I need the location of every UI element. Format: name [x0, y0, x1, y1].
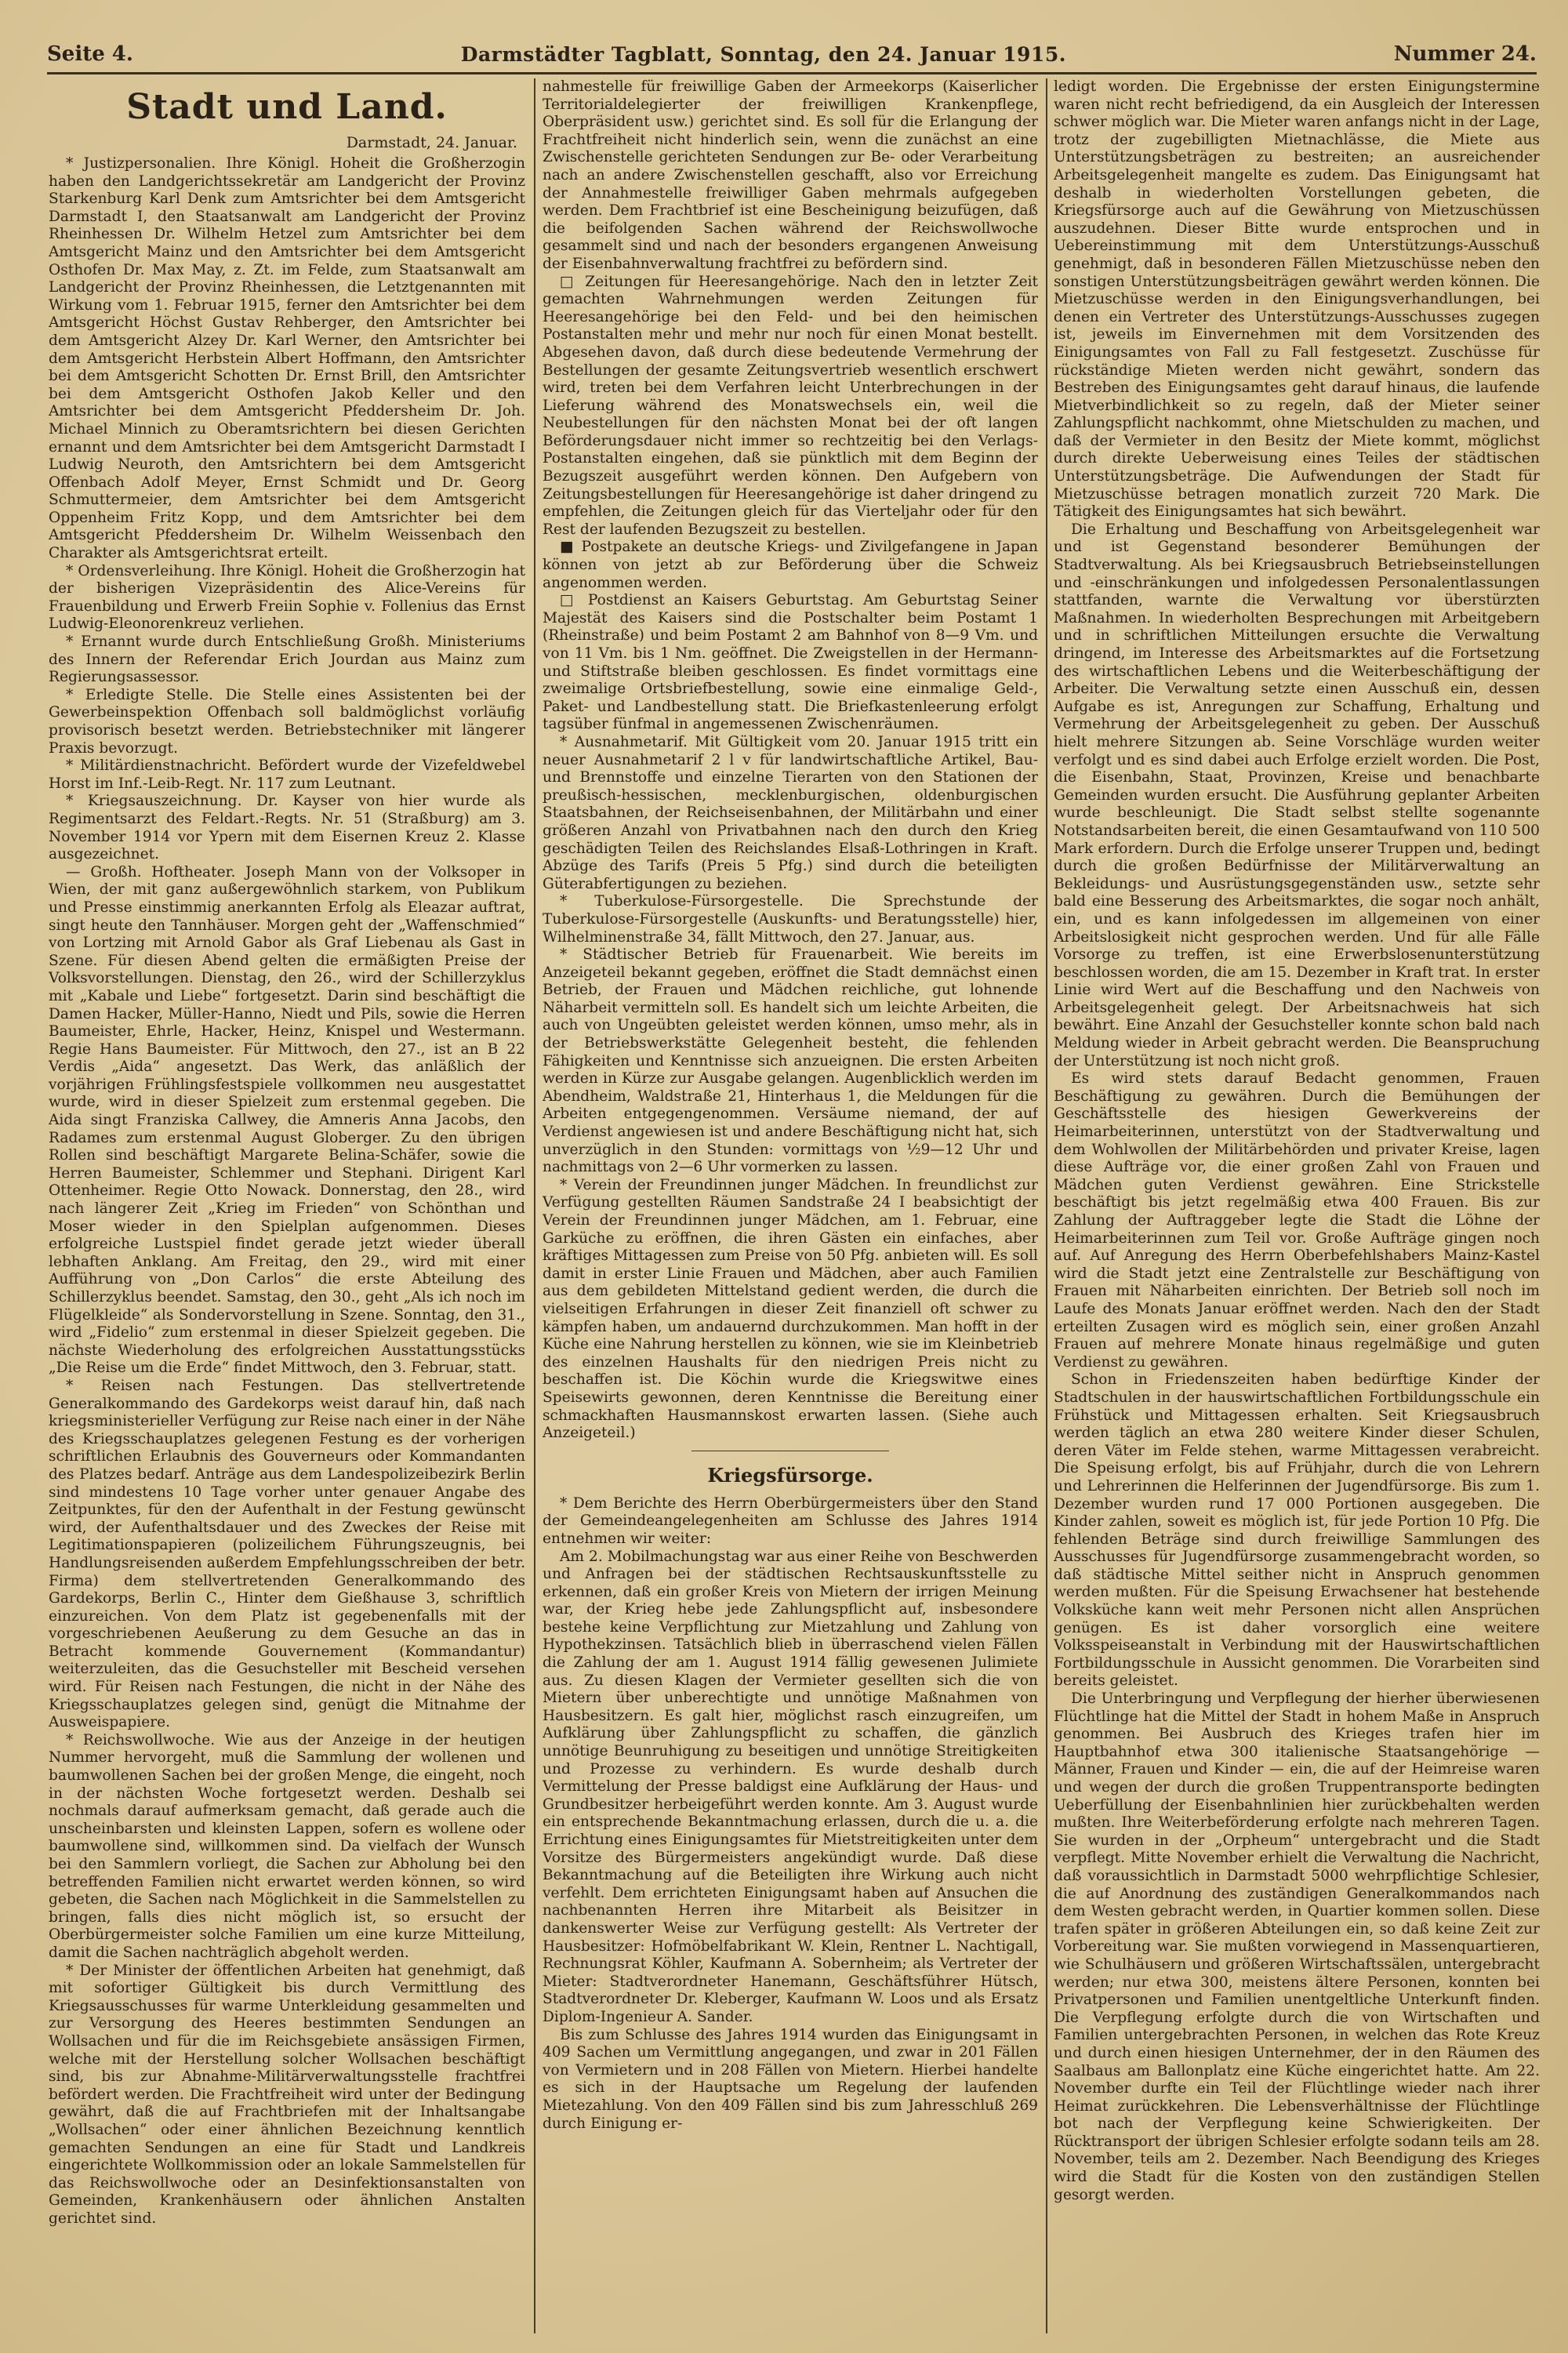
article-militaerdienstnachricht: * Militärdienstnachricht. Befördert wurde der Vizefeldwebel Horst im Inf.-Leib-Regt. Nr. 117 zum Leutnant.: [49, 757, 525, 792]
column-3: [1054, 78, 1540, 2333]
article-continuation: nahmestelle für freiwillige Gaben der Armeekorps (Kaiserlicher Territorialdelegierter der freiwilligen Krankenpflege, Oberpräsident usw.) gerichtet sind. Es soll für die Erlangung der Frachtfreiheit nicht hinderlich sein, wenn die zunächst an eine Zwischenstelle gerichteten Sendungen zur Be- oder Verarbeitung nach an andere Zwischenstellen geschafft, also vor Erreichung der Annahmestelle freiwilliger Gaben mehrmals aufgegeben werden. Dem Frachtbrief ist eine Bescheinigung beizufügen, daß die beifolgenden Sachen während der Reichswollwoche gesammelt sind und nach der besonders ergangenen Anweisung der Eisenbahnverwaltung frachtfrei zu befördern sind.: [543, 78, 1038, 272]
article-fluechtlinge: Die Unterbringung und Verpflegung der hierher überwiesenen Flüchtlinge hat die Mittel der Stadt in hohem Maße in Anspruch genommen. Bei Ausbruch des Krieges trafen hier im Hauptbahnhof etwa 300 italienische Staatsangehörige — Männer, Frauen und Kinder — ein, die auf der Heimreise waren und wegen der durch die großen Truppentransporte bedingten Ueberfüllung der Eisenbahnlinien hier zurückbehalten werden mußten. Ihre Weiterbeförderung erfolgte nach mehreren Tagen. Sie wurden in der „Orpheum“ untergebracht und die Stadt verpflegt. Mitte November erhielt die Verwaltung die Nachricht, daß voraussichtlich in Darmstadt 5000 wehrpflichtige Schlesier, die auf Anordnung des zuständigen Generalkommandos nach dem Westen gebracht werden, in Quartier kommen sollen. Diese trafen später in größeren Abteilungen ein, so daß keine Zeit zur Vorbereitung war. Sie mußten vorwiegend in Massenquartieren, wie Schulhäusern und größeren Wirtschaftssälen, untergebracht werden; nur etwa 300, meistens ältere Personen, konnten bei Privatpersonen und Familien unentgeltliche Unterkunft finden. Die Verpflegung erfolgte durch die von Wirtschaften und Familien untergebrachten Personen, in welchen das Rote Kreuz und durch einen hiesigen Unternehmer, der in den Räumen des Saalbaus am Ballonplatz eine Küche eingerichtet hatte. Am 22. November durfte ein Teil der Flüchtlinge wieder nach ihrer Heimat zurückkehren. Die Lebensverhältnisse der Flüchtlinge bot nach der Verpflegung keine Schwierigkeiten. Der Rücktransport der übrigen Schlesier erfolgte sodann teils am 28. November, teils am 2. Dezember. Nach Beendigung des Krieges wird die Stadt für die Kosten von den zuständigen Stellen gesorgt werden.: [1054, 1690, 1540, 2203]
column-2: [543, 78, 1038, 2333]
article-frauenarbeit: * Städtischer Betrieb für Frauenarbeit. Wie bereits im Anzeigeteil bekannt gegeben, eröffnet die Stadt demnächst einen Betrieb, der Frauen und Mädchen reichliche, gut lohnende Näharbeit vermitteln soll. Es handelt sich um leichte Arbeiten, die auch von Ungeübten geleistet werden können, umso mehr, als in der Betriebswerkstätte Gelegenheit besteht, die fehlenden Fähigkeiten und Kenntnisse sich anzueignen. Die ersten Arbeiten werden in Kürze zur Ausgabe gelangen. Augenblicklich werden im Abendheim, Waldstraße 21, Hinterhaus 1, die Meldungen für die Arbeiten entgegengenommen. Versäume niemand, der auf Verdienst angewiesen ist und andere Beschäftigung nicht hat, sich unverzüglich in den Stunden: vormittags von ½9—12 Uhr und nachmittags von 2—6 Uhr vormerken zu lassen.: [543, 946, 1038, 1176]
column-divider-2: [1046, 78, 1047, 2333]
article-postdienst: □ Postdienst an Kaisers Geburtstag. Am Geburtstag Seiner Majestät des Kaisers sind die Postschalter beim Postamt 1 (Rheinstraße) und beim Postamt 2 am Bahnhof von 8—9 Vm. und von 11 Vm. bis 1 Nm. geöffnet. Die Zweigstellen in der Hermann- und Stiftstraße bleiben geschlossen. Es findet vormittags eine zweimalige Ortsbriefbestellung, sowie eine einmalige Geld-, Paket- und Landbestellung statt. Die Briefkastenleerung erfolgt tagsüber fünfmal in angemessenen Zwischenräumen.: [543, 592, 1038, 733]
article-reichswollwoche: * Reichswollwoche. Wie aus der Anzeige in der heutigen Nummer hervorgeht, muß die Sammlung der wollenen und baumwollenen Sachen bei der großen Menge, die eingeht, noch in der nächsten Woche fortgesetzt werden. Deshalb sei nochmals darauf aufmerksam gemacht, daß gerade auch die unscheinbarsten und kleinsten Lappen, sofern es wollene oder baumwollene sind, willkommen sind. Da vielfach der Wunsch bei den Sammlern vorliegt, die Sachen zur Abholung bei den betreffenden Familien nicht erwartet werden können, so wird gebeten, die Sachen nach Möglichkeit in die Sammelstellen zu bringen, falls dies nicht möglich ist, so ersucht der Oberbürgermeister solche Familien um eine kurze Mitteilung, damit die Sachen nachträglich abgeholt werden.: [49, 1731, 525, 1961]
article-tuberkulose: * Tuberkulose-Fürsorgestelle. Die Sprechstunde der Tuberkulose-Fürsorgestelle (Auskunfts- und Beratungsstelle) hier, Wilhelminenstraße 34, fällt Mittwoch, den 27. Januar, aus.: [543, 893, 1038, 946]
article-hoftheater: — Großh. Hoftheater. Joseph Mann von der Volksoper in Wien, der mit ganz außergewöhnlich starkem, von Publikum und Presse einstimmig anerkannten Erfolg als Eleazar auftrat, singt heute den Tannhäuser. Morgen geht der „Waffenschmied“ von Lortzing mit Arnold Gabor als Graf Liebenau als Gast in Szene. Für diesen Abend gelten die ermäßigten Preise der Volksvorstellungen. Dienstag, den 26., wird der Schillerzyklus mit „Kabale und Liebe“ fortgesetzt. Darin sind beschäftigt die Damen Hacker, Müller-Hanno, Niedt und Pils, sowie die Herren Baumeister, Ehrle, Hacker, Heinz, Knispel und Westermann. Regie Hans Baumeister. Für Mittwoch, den 27., ist an B 22 Verdis „Aida“ angesetzt. Das Werk, das anläßlich der vorjährigen Frühlingsfestspiele vollkommen neu ausgestattet wurde, wird in dieser Spielzeit zum erstenmal gegeben. Die Aida singt Franziska Callwey, die Amneris Anna Jacobs, den Radames zum erstenmal August Globerger. Zu den übrigen Rollen sind beschäftigt Margarete Belina-Schäfer, sowie die Herren Baumeister, Schlemmer und Stephani. Dirigent Karl Ottenheimer. Regie Otto Nowack. Donnerstag, den 28., wird nach längerer Zeit „Krieg im Frieden“ von Schönthan und Moser wieder in den Spielplan aufgenommen. Dieses erfolgreiche Lustspiel findet gerade jetzt wieder überall lebhaften Anklang. Am Freitag, den 29., wird mit einer Aufführung von „Don Carlos“ die erste Abteilung des Schillerzyklus beendet. Samstag, den 30., geht „Als ich noch im Flügelkleide“ als Sondervorstellung in Szene. Sonntag, den 31., wird „Fidelio“ zum erstenmal in dieser Spielzeit gegeben. Die nächste Wiederholung des erfolgreichen Ausstattungsstücks „Die Reise um die Erde“ findet Mittwoch, den 3. Februar, statt.: [49, 863, 525, 1377]
article-kinderspeisung: Schon in Friedenszeiten haben bedürftige Kinder der Stadtschulen in der hauswirtschaftlichen Fortbildungsschule ein Frühstück und Mittagessen erhalten. Seit Kriegsausbruch werden täglich an etwa 280 weitere Kinder dieser Schulen, deren Väter im Felde stehen, warme Mittagessen verabreicht. Die Speisung erfolgt, bis auf Frühjahr, durch die von Lehrern und Lehrerinnen die Helferinnen der Jugendfürsorge. Bis zum 1. Dezember wurden rund 17 000 Portionen ausgegeben. Die Kinder zahlen, soweit es möglich ist, für jede Portion 10 Pfg. Die fehlenden Beträge sind durch freiwillige Sammlungen des Ausschusses für Jugendfürsorge zusammengebracht worden, so daß städtische Mittel seither nicht in Anspruch genommen werden mußten. Für die Speisung Erwachsener hat bestehende Volksküche kann weit mehr Personen nicht allen Ansprüchen genügen. Es ist daher vorsorglich eine weitere Volksspeiseanstalt in Verbindung mit der Hauswirtschaftlichen Fortbildungsschule in Aussicht genommen. Die Vorarbeiten sind bereits geleistet.: [1054, 1371, 1540, 1690]
article-kriegsauszeichnung: * Kriegsauszeichnung. Dr. Kayser von hier wurde als Regimentsarzt des Feldart.-Regts. Nr. 51 (Straßburg) am 3. November 1914 vor Ypern mit dem Eisernen Kreuz 2. Klasse ausgezeichnet.: [49, 793, 525, 863]
article-verein-freundinnen: * Verein der Freundinnen junger Mädchen. In freundlichst zur Verfügung gestellten Räumen Sandstraße 24 I beabsichtigt der Verein der Freundinnen junger Mädchen, am 1. Februar, eine Garküche zu eröffnen, die ihren Gästen ein einfaches, aber kräftiges Mittagessen zum Preise von 50 Pfg. anbieten will. Es soll damit in erster Linie Frauen und Mädchen, aber auch Familien aus dem gebildeten Mittelstand gedient werden, die durch die vielseitigen Erfahrungen in dieser Zeit finanziell oft schwer zu kämpfen haben, um andauernd durchzukommen. Man hofft in der Küche eine Nahrung herstellen zu können, wie sie im Kleinbetrieb des einzelnen Haushalts für den niedrigen Preis nicht zu beschaffen ist. Die Köchin wurde die Kriegswitwe eines Speisewirts gewonnen, deren Kenntnisse die Bereitung einer schmackhaften Hausmannskost erwarten lassen. (Siehe auch Anzeigeteil.): [543, 1176, 1038, 1442]
masthead-rule: [47, 72, 1537, 74]
article-kriegsfuersorge-mieten: Am 2. Mobilmachungstag war aus einer Reihe von Beschwerden und Anfragen bei der städtischen Rechtsauskunftsstelle zu erkennen, daß ein großer Kreis von Mietern der irrigen Meinung war, der Krieg hebe jede Zahlungspflicht auf, insbesondere bestehe keine Verpflichtung zur Mietzahlung und Zahlung von Hypothekzinsen. Tatsächlich blieb in überraschend vielen Fällen die Zahlung der am 1. August 1914 fällig gewesenen Julimiete aus. Zu diesen Klagen der Vermieter gesellten sich die von Mietern über unberechtigte und unnötige Maßnahmen von Hausbesitzern. Es galt hier, möglichst rasch einzugreifen, um Aufklärung über Zahlungspflicht zu schaffen, die gänzlich unnötige Beunruhigung zu beseitigen und unnötige Streitigkeiten und Prozesse zu verhindern. Es wurde deshalb durch Vermittelung der Presse baldigst eine Aufklärung der Haus- und Grundbesitzer herbeigeführt werden konnte. Am 3. August wurde ein entsprechende Bekanntmachung erlassen, durch die u. a. die Errichtung eines Einigungsamtes für Mietstreitigkeiten unter dem Vorsitze des Bürgermeisters angekündigt wurde. Daß diese Bekanntmachung auf die Beteiligten ihre Wirkung auch nicht verfehlt. Dem errichteten Einigungsamt haben auf Ansuchen die nachbenannten Herren ihre Mitarbeit als Beisitzer in dankenswerter Weise zur Verfügung gestellt: Als Vertreter der Hausbesitzer: Hofmöbelfabrikant W. Klein, Rentner L. Nachtigall, Rechnungsrat Köhler, Kaufmann A. Sobernheim; als Vertreter der Mieter: Stadtverordneter Hanemann, Geschäftsführer Hütsch, Stadtverordneter Dr. Kleberger, Kaufmann W. Loos und als Ersatz Diplom-Ingenieur A. Sander.: [543, 1548, 1038, 2025]
article-postpakete: ■ Postpakete an deutsche Kriegs- und Zivilgefangene in Japan können von jetzt ab zur Beförderung über die Schweiz angenommen werden.: [543, 539, 1038, 591]
article-justizpersonalien: * Justizpersonalien. Ihre Königl. Hoheit die Großherzogin haben den Landgerichtssekretär am Landgericht der Provinz Starkenburg Karl Denk zum Amtsrichter bei dem Amtsgericht Darmstadt I, den Staatsanwalt am Landgericht der Provinz Rheinhessen Dr. Wilhelm Hetzel zum Amtsrichter bei dem Amtsgericht Mainz und den Amtsrichter bei dem Amtsgericht Osthofen Dr. Max May, z. Zt. im Felde, zum Staatsanwalt am Landgericht der Provinz Rheinhessen, die Letztgenannten mit Wirkung vom 1. Februar 1915, ferner den Amtsrichter bei dem Amtsgericht Höchst Gustav Rehberger, den Amtsrichter bei dem Amtsgericht Alzey Dr. Karl Werner, den Amtsrichter bei dem Amtsgericht Herbstein Albert Hoffmann, den Amtsrichter bei dem Amtsgericht Schotten Dr. Ernst Brill, den Amtsrichter bei dem Amtsgericht Osthofen Jakob Keller und den Amtsrichter bei dem Amtsgericht Pfeddersheim Dr. Joh. Michael Minnich zu Oberamtsrichtern bei diesen Gerichten ernannt und dem Amtsrichter bei dem Amtsgericht Darmstadt I Ludwig Neuroth, den Amtsrichtern bei dem Amtsgericht Offenbach Adolf Meyer, Ernst Schmidt und Dr. Georg Schmuttermeier, dem Amtsrichter bei dem Amtsgericht Oppenheim Fritz Kopp, und dem Amtsrichter bei dem Amtsgericht Pfeddersheim Dr. Wilhelm Weissenbach den Charakter als Amtsgerichtsrat erteilt.: [49, 155, 525, 562]
column-1: [49, 78, 525, 2333]
section-heading-stadt-und-land: Stadt und Land.: [126, 87, 448, 127]
dateline: Darmstadt, 24. Januar.: [346, 134, 517, 151]
article-zeitungen-heeresangehoerige: □ Zeitungen für Heeresangehörige. Nach den in letzter Zeit gemachten Wahrnehmungen werden Zeitungen für Heeresangehörige bei den Feld- und bei den heimischen Postanstalten mehr und mehr nur noch für einen Monat bestellt. Abgesehen davon, daß durch diese bedeutende Vermehrung der Bestellungen der gesamte Zeitungsvertrieb wesentlich erschwert wird, treten bei dem Verfahren leicht Unterbrechungen in der Lieferung während des Monatswechsels ein, weil die Neubestellungen für den nächsten Monat bei der oft langen Beförderungsdauer nicht immer so rechtzeitig bei den Verlags-Postanstalten eingehen, daß sie pünktlich mit dem Beginn der Bezugszeit ausgeführt werden können. Den Aufgebern von Zeitungsbestellungen für Heeresangehörige ist daher dringend zu empfehlen, die Zeitungen gleich für das Vierteljahr oder für den Rest der laufenden Bezugszeit zu bestellen.: [543, 273, 1038, 538]
masthead: [47, 41, 1537, 67]
article-reisen-nach-festungen: * Reisen nach Festungen. Das stellvertretende Generalkommando des Gardekorps weist darauf hin, daß nach kriegsministerieller Verfügung zur Reise nach einer in der Nähe des Kriegsschauplatzes gelegenen Festung es der vorherigen schriftlichen Erlaubnis des Gouverneurs oder Kommandanten des Platzes bedarf. Anträge aus dem Landespolizeibezirk Berlin sind mindestens 10 Tage vorher unter genauer Angabe des Zeitpunktes, für den der Aufenthalt in der Festung gewünscht wird, der Aufenthaltsdauer und des Zweckes der Reise mit Legitimationspapieren (polizeilichem Führungszeugnis, bei Handlungsreisenden außerdem Empfehlungsschreiben der betr. Firma) dem stellvertretenden Generalkommando des Gardekorps, Berlin C., Hinter dem Gießhause 3, schriftlich einzureichen. Von dem Platz ist gegebenenfalls mit der vorgeschriebenen Aeußerung zu dem Gesuche an das in Betracht kommende Gouvernement (Kommandantur) weiterzuleiten, das die Gesuchsteller mit Bescheid versehen wird. Für Reisen nach Festungen, die nicht in der Nähe des Kriegsschauplatzes gelegen sind, genügt die Mitnahme der Ausweispapiere.: [49, 1377, 525, 1731]
newspaper-title-line: Darmstädter Tagblatt, Sonntag, den 24. Januar 1915.: [460, 42, 1066, 66]
column-divider-1: [534, 78, 535, 2333]
article-ordensverleihung: * Ordensverleihung. Ihre Königl. Hoheit die Großherzogin hat der bisherigen Vizepräsidentin des Alice-Vereins für Frauenbildung und Erwerb Freiin Sophie v. Follenius das Ernst Ludwig-Eleonorenkreuz verliehen.: [49, 562, 525, 633]
article-kriegsfuersorge-einigungsamt: Bis zum Schlusse des Jahres 1914 wurden das Einigungsamt in 409 Sachen um Vermittlung angegangen, und zwar in 201 Fällen von Vermietern und in 208 Fällen von Mietern. Hierbei handelte es sich in der Hauptsache um Regelung der laufenden Mietezahlung. Von den 409 Fällen sind bis zum Jahresschluß 269 durch Einigung er-: [543, 2026, 1038, 2132]
article-ernennung: * Ernannt wurde durch Entschließung Großh. Ministeriums des Innern der Referendar Erich Jourdan aus Mainz zum Regierungsassessor.: [49, 634, 525, 686]
issue-number: Nummer 24.: [1393, 42, 1537, 66]
article-frauenbeschaeftigung: Es wird stets darauf Bedacht genommen, Frauen Beschäftigung zu gewähren. Durch die Bemühungen der Geschäftsstelle des hiesigen Gewerkvereins der Heimarbeiterinnen, unterstützt von der Stadtverwaltung und dem Wohlwollen der Militärbehörden und privater Kreise, lagen diese Aufträge vor, die einer großen Zahl von Frauen und Mädchen guten Verdienst gewähren. Eine Strickstelle beschäftigt bis jetzt regelmäßig etwa 400 Frauen. Bis zur Zahlung der Auftraggeber legte die Stadt die Löhne der Heimarbeiterinnen zum Teil vor. Große Aufträge gingen noch auf. Auf Anregung des Herrn Oberbefehlshabers Mainz-Kastel wird die Stadt jetzt eine Zentralstelle zur Beschäftigung von Frauen mit Näharbeiten einrichten. Der Betrieb soll noch im Laufe des Monats Januar eröffnet werden. Nach den der Stadt erteilten Zusagen wird es möglich sein, einer großen Anzahl Frauen auf mehrere Monate hinaus regelmäßige und guten Verdienst zu gewähren.: [1054, 1070, 1540, 1371]
article-minister-arbeiten: * Der Minister der öffentlichen Arbeiten hat genehmigt, daß mit sofortiger Gültigkeit bis durch Vermittlung des Kriegsausschusses für warme Unterkleidung gesammelten und zur Versorgung des Heeres bestimmten Sendungen an Wollsachen und für die im Reichsgebiete ansässigen Firmen, welche mit der Herstellung solcher Wollsachen beschäftigt sind, bis zur Abnahme-Militärverwaltungsstelle frachtfrei befördert werden. Die Frachtfreiheit wird unter der Bedingung gewährt, daß die auf Frachtbriefen mit der Inhaltsangabe „Wollsachen“ oder einer ähnlichen Bezeichnung kenntlich gemachten Sendungen an eine für Stadt und Landkreis eingerichtete Wollkommission oder an lokale Sammelstellen für das Reichswollwoche oder an Desinfektionsanstalten von Gemeinden, Krankenhäusern oder ähnlichen Anstalten gerichtet sind.: [49, 1962, 525, 2227]
article-arbeitsgelegenheit: Die Erhaltung und Beschaffung von Arbeitsgelegenheit war und ist Gegenstand besonderer Bemühungen der Stadtverwaltung. Als bei Kriegsausbruch Betriebseinstellungen und -einschränkungen und infolgedessen Personalentlassungen stattfanden, warnte die Verwaltung vor überstürzten Maßnahmen. In wiederholten Besprechungen mit Arbeitgebern und in schriftlichen Mitteilungen ersuchte die Verwaltung dringend, im Interesse des Arbeitsmarktes auf die Fortsetzung des wirtschaftlichen Lebens und die Weiterbeschäftigung der Arbeiter. Die Verwaltung setzte einen Ausschuß ein, dessen Aufgabe es ist, Anregungen zur Schaffung, Erhaltung und Vermehrung der Arbeitsgelegenheit zu geben. Der Ausschuß hielt mehrere Sitzungen ab. Seine Vorschläge wurden weiter verfolgt und es sind dabei auch Erfolge erzielt worden. Die Post, die Eisenbahn, Staat, Provinzen, Kreise und benachbarte Gemeinden wurden ersucht. Die Ausführung geplanter Arbeiten wurde beschleunigt. Die Stadt selbst stellte sogenannte Notstandsarbeiten bereit, die einen Gesamtaufwand von 110 500 Mark erfordern. Durch die Erfolge unserer Truppen und, bedingt durch die großen Bedürfnisse der Militärverwaltung an Bekleidungs- und Ausrüstungsgegenständen usw., setzte sehr bald eine Besserung des Arbeitsmarktes, die sogar noch anhält, ein, und es kann infolgedessen im allgemeinen von einer Arbeitslosigkeit nicht gesprochen werden. Und für alle Fälle Vorsorge zu treffen, ist eine Erwerbslosenunterstützung beschlossen worden, die am 15. Dezember in Kraft trat. In erster Linie wird Wert auf die Beschaffung und den Nachweis von Arbeitsgelegenheit gelegt. Der Arbeitsnachweis hat sich bewährt. Eine Anzahl der Gesuchsteller konnte schon bald nach Meldung wieder in Arbeit gebracht werden. Die Beanspruchung der Unterstützung ist noch nicht groß.: [1054, 521, 1540, 1069]
article-kriegsfuersorge-intro: * Dem Berichte des Herrn Oberbürgermeisters über den Stand der Gemeindeangelegenheiten am Schlusse des Jahres 1914 entnehmen wir weiter:: [543, 1494, 1038, 1547]
article-continuation-einigungsamt: ledigt worden. Die Ergebnisse der ersten Einigungstermine waren nicht recht befriedigend, da ein Ausgleich der Interessen schwer möglich war. Die Mieter waren anfangs nicht in der Lage, trotz der zugebilligten Mietnachlässe, die Miete aus Unterstützungsbeträgen zu bestreiten; an ausreichender Arbeitsgelegenheit mangelte es zudem. Das Einigungsamt hat deshalb in wiederholten Vorstellungen gebeten, die Kriegsfürsorge auch auf die Gewährung von Mietzuschüssen auszudehnen. Dieser Bitte wurde entsprochen und in Uebereinstimmung mit dem Unterstützungs-Ausschuß genehmigt, daß in besonderen Fällen Mietzuschüsse neben den sonstigen Unterstützungsbeiträgen gewährt werden können. Die Mietzuschüsse werden in den Einigungsverhandlungen, bei denen ein Vertreter des Unterstützungs-Ausschusses zugegen ist, jeweils im Einvernehmen mit dem Vorsitzenden des Einigungsamtes von Fall zu Fall festgesetzt. Zuschüsse für rückständige Mieten werden nicht gewährt, sondern das Bestreben des Einigungsamtes geht darauf hinaus, die laufende Mietverbindlichkeit so zu regeln, daß der Mieter seiner Zahlungspflicht nachkommt, ohne Mietschulden zu machen, und daß der Vermieter in den Besitz der Miete kommt, möglichst durch direkte Ueberweisung eines Teiles der städtischen Unterstützungsbeträge. Die Aufwendungen der Stadt für Mietzuschüsse betragen monatlich zurzeit 720 Mark. Die Tätigkeit des Einigungsamtes hat sich bewährt.: [1054, 78, 1540, 521]
article-erledigte-stelle: * Erledigte Stelle. Die Stelle eines Assistenten bei der Gewerbeinspektion Offenbach soll baldmöglichst vorläufig provisorisch besetzt werden. Betriebstechniker mit längerer Praxis bevorzugt.: [49, 686, 525, 757]
section-heading-kriegsfuersorge: Kriegsfürsorge.: [707, 1463, 873, 1487]
article-ausnahmetarif: * Ausnahmetarif. Mit Gültigkeit vom 20. Januar 1915 tritt ein neuer Ausnahmetarif 2 l v für landwirtschaftliche Artikel, Bau- und Brennstoffe und einzelne Tierarten von den Stationen der preußisch-hessischen, mecklenburgischen, oldenburgischen Staatsbahnen, der Reichseisenbahnen, der Militärbahn und einer größeren Anzahl von Privatbahnen nach den durch den Krieg geschädigten Teilen des Reichslandes Elsaß-Lothringen in Kraft. Abzüge des Tarifs (Preis 5 Pfg.) sind durch die beteiligten Güterabfertigungen zu beziehen.: [543, 733, 1038, 892]
page-number: Seite 4.: [47, 42, 133, 66]
